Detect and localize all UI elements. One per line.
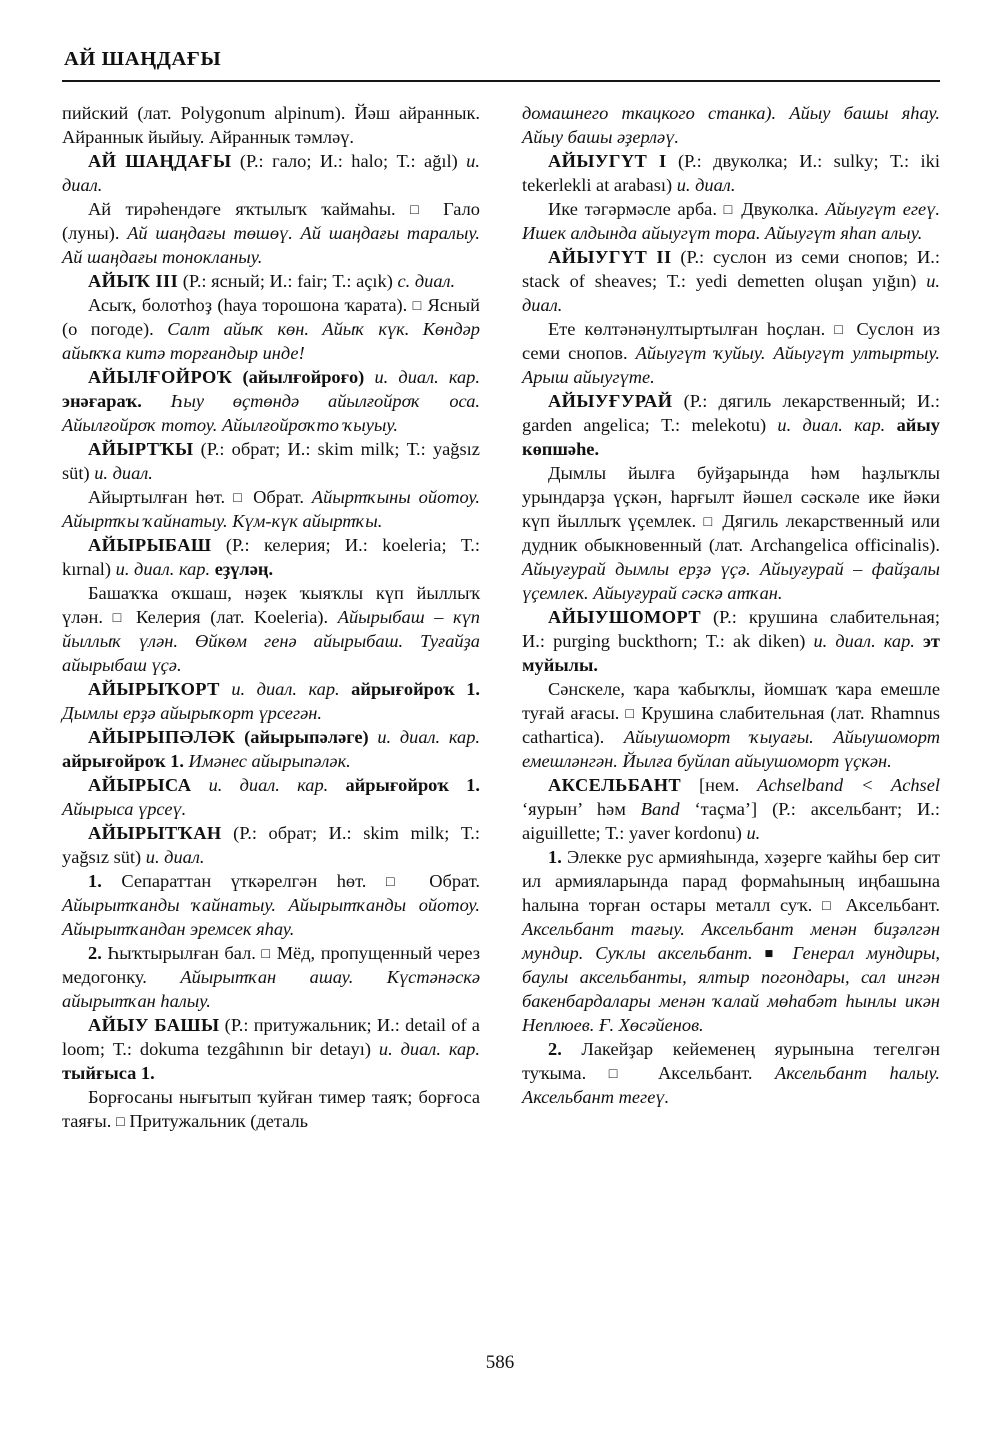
entry-aiyrypalak xyxy=(62,725,480,773)
headword: АЙ ШАҢДАҒЫ xyxy=(88,150,232,171)
pos: и. диал. кар. xyxy=(374,366,480,387)
examples: Салт айыҡ көн. Айыҡ күк. Көндәр айыҡҡа китә торғандыр инде! xyxy=(62,318,480,363)
citation: Генерал мундиры, баулы аксельбанты, ялтыр погондары, сал ингән бакенбардалары менән ҡалай мөһабәт һынлы икән Неплюев. xyxy=(522,943,940,1036)
en-gloss: sulky xyxy=(833,150,874,171)
open-square-icon xyxy=(703,514,715,530)
tr-gloss: yağsız süt xyxy=(62,847,136,868)
entry-aiyrybash: АЙЫРЫБАШ (Р.: келерия; И.: koeleria; Т.: kırnal) и. диал. кар. еҙүләң. xyxy=(62,534,480,579)
entry-aiyugut-i: АЙЫУГҮТ I (Р.: двуколка; И.: sulky; Т.: iki tekerlekli at arabası) и. диал. xyxy=(522,150,940,195)
open-square-icon xyxy=(834,322,847,338)
entry-aiyrtky-body xyxy=(62,485,480,533)
open-square-icon xyxy=(410,202,429,218)
citation-author: Ғ. Хөсәйенов. xyxy=(598,1015,704,1036)
entry-continuation-aiyu-bashy xyxy=(522,101,940,149)
sense-number: 1. xyxy=(548,847,562,868)
definition-ba: Һыҡтырылған бал. xyxy=(107,943,256,964)
ru-label: Р.: xyxy=(719,606,737,627)
tr-label: Т.: xyxy=(332,270,352,291)
pos: и. диал. кар. xyxy=(378,1039,480,1060)
filled-square-icon xyxy=(765,946,781,962)
cross-reference: айрығойроҡ 1. xyxy=(62,750,184,771)
pos: и. диал. xyxy=(62,150,480,195)
tr-label: Т.: xyxy=(890,150,910,171)
sense-number: 1. xyxy=(88,871,102,892)
entry-ailgoiryk xyxy=(62,365,480,437)
entry-aiyushomort: АЙЫУШОМОРТ (Р.: крушина слабительная; И.: purging buckthorn; Т.: ak diken) и. диал. кар. эт муйылы. xyxy=(522,606,940,675)
open-square-icon xyxy=(625,706,635,722)
headword: АЙЫУҒУРАЙ xyxy=(548,390,673,411)
open-square-icon xyxy=(386,874,410,890)
en-label: И.: xyxy=(344,534,368,555)
definition-ru: Мёд, пропущенный через медогонку. xyxy=(62,943,480,988)
en-label: И.: xyxy=(916,390,940,411)
right-column xyxy=(522,101,940,1110)
entry-aiyu-bashy-body xyxy=(62,1085,480,1133)
en-label: И.: xyxy=(376,1015,400,1036)
en-label: И.: xyxy=(269,270,293,291)
tr-gloss: yaver kordonu xyxy=(628,823,736,844)
open-square-icon xyxy=(261,946,271,962)
tr-gloss: kırnal xyxy=(62,558,105,579)
examples: Айыуғурай дымлы ерҙә үҫә. Айыуғурай – файҙалы үҫемлек. Айыуғурай сәскә атҡан. xyxy=(522,558,940,603)
entry-continuation-airannyk xyxy=(62,101,480,149)
open-square-icon xyxy=(413,298,423,314)
entry-akselbant: АКСЕЛЬБАНТ [нем. Achselband < Achsel ‘яурын’ һәм Band ‘таҫма’] (Р.: аксельбант; И.: aiguillette; Т.: yaver kordonu) и. xyxy=(522,774,940,844)
ru-label: Р.: xyxy=(689,390,708,411)
tr-gloss: dokuma tezgâhının bir detayı xyxy=(139,1039,365,1060)
definition-ba: Ай тирәһендәге яҡтылыҡ ҡаймаһы. xyxy=(88,198,396,219)
headword: АЙЫРЫСА xyxy=(88,774,192,795)
headword: АЙЫРТҠЫ xyxy=(88,438,194,459)
examples: Һыу өҫтөндә айылғойроҡ оса. Айылғойроҡ тотоу. Айылғойроҡто ҡыуыу. xyxy=(62,390,480,435)
examples: Аксельбант тағыу. Аксельбант менән биҙәлгән мундир. Суҡлы аксельбант. xyxy=(522,919,940,964)
entry-aiyrysa xyxy=(62,773,480,821)
entry-ai-shandagy: АЙ ШАҢДАҒЫ (Р.: гало; И.: halo; Т.: ağıl) и. диал. xyxy=(62,150,480,195)
en-gloss: skim milk xyxy=(363,823,445,844)
ru-label: Р.: xyxy=(230,1015,249,1036)
etymology-conj: һәм xyxy=(596,799,626,819)
headword: АЙЫУШОМОРТ xyxy=(548,606,702,627)
tr-gloss: yedi demetten oluşan yığın xyxy=(695,270,911,291)
headword: АЙЫРЫПӘЛӘК xyxy=(88,726,236,747)
cross-reference: еҙүләң. xyxy=(214,558,274,579)
header-rule xyxy=(62,80,940,82)
ru-gloss: крушина слабительная xyxy=(748,606,935,627)
pos: и. xyxy=(746,823,761,844)
definition-ba: Ете көлтәнәнултыртылған һоҫлан. xyxy=(548,318,826,339)
pos: и. диал. кар. xyxy=(115,558,211,579)
en-label: И.: xyxy=(287,438,311,459)
tr-label: Т.: xyxy=(705,630,725,651)
tr-gloss: melekotu xyxy=(691,414,760,435)
definition-ru: Гало (луны). xyxy=(62,198,480,243)
entry-aiyk-iii: АЙЫҠ III (Р.: ясный; И.: fair; Т.: açık) с. диал. xyxy=(88,270,456,291)
examples: Айырытҡанды ҡайнатыу. Айырытҡанды ойотоу. Айырытҡандан эремсек яһау. xyxy=(62,895,480,940)
en-label: И.: xyxy=(799,150,823,171)
headword: АЙЫРЫБАШ xyxy=(88,534,212,555)
definition-ba: Сәнскеле, ҡара ҡабыҡлы, йомшаҡ ҡара емешле туғай ағасы. xyxy=(522,678,940,723)
open-square-icon xyxy=(609,1066,636,1082)
pos: и. диал. xyxy=(94,462,153,483)
open-square-icon xyxy=(233,490,245,506)
entry-akselbant-sense-2 xyxy=(522,1037,940,1109)
pos: и. диал. xyxy=(145,847,205,868)
examples: Дымлы ерҙә айырыҡорт үрсегән. xyxy=(62,702,323,723)
definition-ba: Сепараттан үткәрелгән һөт. xyxy=(121,871,367,892)
headword: АЙЫЛҒОЙРОҠ xyxy=(88,366,233,387)
definition-ba: Айыртылған һөт. xyxy=(88,486,226,507)
definition-ru: Суслон из семи снопов. xyxy=(522,318,940,363)
definition-ru: Келерия (лат. Koeleria). xyxy=(136,606,329,627)
headword: АЙЫҠ III xyxy=(88,270,179,291)
ru-gloss: суслон из семи снопов xyxy=(713,246,904,267)
entry-akselbant-sense-1 xyxy=(522,845,940,1037)
inflection: (айырыпәләге) xyxy=(244,726,369,747)
tr-label: Т.: xyxy=(406,438,426,459)
ru-gloss: притужальник xyxy=(253,1015,367,1036)
en-gloss: koeleria xyxy=(382,534,442,555)
examples: Айырытҡан ашау. Күстәнәскә айырытҡан һалыу. xyxy=(62,967,480,1012)
open-square-icon xyxy=(113,610,127,626)
running-head: АЙ ШАҢДАҒЫ xyxy=(64,48,222,70)
pos: и. диал. кар. xyxy=(208,774,329,795)
etymology-source: Achselband < Achsel xyxy=(757,774,940,795)
two-column-body xyxy=(62,101,940,1134)
sense-number: 2. xyxy=(88,943,102,964)
ru-gloss: обрат xyxy=(268,823,312,844)
entry-aiyrytkan-sense-2 xyxy=(62,941,480,1013)
etymology-quote-1: ‘яурын’ xyxy=(522,799,582,819)
definition-ru: Аксельбант. xyxy=(845,895,940,916)
cross-reference: айрығойроҡ 1. xyxy=(351,678,481,699)
definition-ru-partial: Притужальник (деталь xyxy=(129,1111,309,1132)
definition-ru: Аксельбант. xyxy=(657,1063,753,1084)
pos: и. диал. xyxy=(676,174,736,195)
ru-label: Р.: xyxy=(231,534,250,555)
open-square-icon xyxy=(724,202,735,218)
definition-ba: Элекке рус армияһында, хәҙерге ҡайһы бер сит ил армияларында парад формаһының иңбашына һалына торған остары металл суҡ. xyxy=(522,847,940,916)
ru-gloss: дягиль лекарственный xyxy=(718,390,901,411)
en-gloss: halo xyxy=(351,150,383,171)
ru-gloss: аксельбант xyxy=(810,799,897,819)
headword: АЙЫРЫҠОРТ xyxy=(88,678,220,699)
pos: и. диал. xyxy=(522,270,940,315)
left-column xyxy=(62,101,480,1134)
headword: АЙЫРЫТҠАН xyxy=(88,823,222,844)
tr-label: Т.: xyxy=(460,823,480,844)
page-number: 586 xyxy=(485,1352,515,1373)
pos: и. диал. кар. xyxy=(377,726,480,747)
entry-aiyk-iii-body xyxy=(62,293,480,365)
examples: Айыртҡыны ойотоу. Айыртҡы ҡайнатыу. Күм-күк айыртҡы. xyxy=(62,486,480,531)
etymology-open: [нем. xyxy=(699,774,740,795)
en-gloss: fair xyxy=(297,270,323,291)
cross-reference: тыйғыса 1. xyxy=(62,1063,155,1084)
ru-label: Р.: xyxy=(684,150,702,171)
examples: Айыугүт ҡуйыу. Айыугүт ултыртыу. Арыш айыугүте. xyxy=(522,342,940,387)
examples: Айырыса үрсеү. xyxy=(62,799,187,819)
ru-label: Р.: xyxy=(778,799,796,819)
examples: Аксельбант һалыу. Аксельбант тегеү. xyxy=(522,1063,941,1108)
tr-gloss: yağsız süt xyxy=(62,438,480,483)
entry-aiyrytkan-sense-1 xyxy=(62,869,480,941)
continuation-text: домашнего ткацкого станка). Айыу башы яһау. Айыу башы әҙерләү. xyxy=(522,102,940,147)
ru-label: Р.: xyxy=(188,270,207,291)
definition-ba: Асыҡ, болотһоҙ (һауа торошона ҡарата). xyxy=(88,294,408,315)
inflection: (айылғойроғо) xyxy=(242,366,365,387)
tr-label: Т.: xyxy=(396,150,416,171)
cross-reference: эт муйылы. xyxy=(522,630,940,675)
sense-number: 2. xyxy=(548,1039,562,1060)
en-gloss: detail of a loom xyxy=(62,1015,480,1060)
examples: Айыушоморт ҡыуағы. Айыушоморт емешләнгән. Йылға буйлап айыушоморт үҫкән. xyxy=(522,726,940,771)
etymology-quote-2: ‘таҫма’] xyxy=(694,799,758,819)
definition-ba: Башаҡҡа оҡшаш, нәҙек ҡыяҡлы күп йыллыҡ үлән. xyxy=(62,582,480,627)
entry-aiyugurai-body xyxy=(522,461,940,605)
entry-aiyu-bashy: АЙЫУ БАШЫ (Р.: притужальник; И.: detail of a loom; Т.: dokuma tezgâhının bir detayı) и. диал. кар. тыйғыса 1. xyxy=(62,1015,480,1084)
entry-ai-shandagy-body xyxy=(62,197,480,269)
en-gloss: purging buckthorn xyxy=(553,630,693,651)
examples: Айыугүт егеү. Ишек алдында айыугүт тора. Айыугүт яһап алыу. xyxy=(522,198,941,243)
definition-ba: Ике тәгәрмәсле арба. xyxy=(548,198,717,219)
entry-aiyrytkan: АЙЫРЫТҠАН (Р.: обрат; И.: skim milk; Т.: yağsız süt) и. диал. xyxy=(62,823,480,868)
tr-label: Т.: xyxy=(666,270,687,291)
ru-label: Р.: xyxy=(686,246,705,267)
cross-reference: айрығойроҡ 1. xyxy=(345,774,480,795)
tr-label: Т.: xyxy=(460,534,480,555)
tr-gloss: açık xyxy=(356,270,387,291)
en-label: И.: xyxy=(319,150,343,171)
ru-label: Р.: xyxy=(246,150,264,171)
tr-gloss: ağıl xyxy=(424,150,452,171)
tr-label: Т.: xyxy=(661,414,681,435)
definition-ru: Обрат. xyxy=(253,486,304,507)
definition-ru: Обрат. xyxy=(429,871,480,892)
entry-aiyrykort xyxy=(62,677,480,725)
definition-ru: Дягиль лекарственный или дудник обыкновенный (лат. Archangelica officinalis). xyxy=(522,510,940,555)
pos: и. диал. кар. xyxy=(231,678,340,699)
en-label: И.: xyxy=(916,799,940,819)
headword: АКСЕЛЬБАНТ xyxy=(548,774,682,795)
tr-label: Т.: xyxy=(112,1039,132,1060)
ru-label: Р.: xyxy=(239,823,257,844)
open-square-icon xyxy=(116,1114,125,1130)
definition-ba: Дымлы йылға буйҙарында һәм һаҙлыҡлы урындарҙа үҫкән, һарғылт йәшел сәскәле ике йәки күп йыллыҡ үҫемлек. xyxy=(522,462,940,531)
entry-aiyrybash-body xyxy=(62,581,480,677)
cross-reference: айыу көпшәһе. xyxy=(522,414,940,459)
ru-gloss: двуколка xyxy=(713,150,783,171)
en-label: И.: xyxy=(917,246,940,267)
tr-gloss: iki tekerlekli at arabası xyxy=(522,150,940,195)
en-gloss: aiguillette xyxy=(522,823,596,844)
definition-ba: Борғосаны нығытып ҡуйған тимер таяҡ; борғоса таяғы. xyxy=(62,1087,480,1132)
ru-label: Р.: xyxy=(206,438,225,459)
definition-ba: Лакейҙар кейеменең яурынына тегелгән туҡыма. xyxy=(522,1039,940,1084)
pos: и. диал. кар. xyxy=(813,630,915,651)
examples: Айырыбаш – күп йыллыҡ үлән. Өйкөм генә айырыбаш. Туғайҙа айырыбаш үҫә. xyxy=(62,606,480,675)
entry-aiyushomort-body xyxy=(522,677,940,773)
definition-ru: Крушина слабительная (лат. Rhamnus cathartica). xyxy=(522,702,940,747)
entry-aiyugut-ii-body xyxy=(522,317,940,389)
ru-gloss: ясный xyxy=(211,270,260,291)
headword: АЙЫУ БАШЫ xyxy=(88,1015,220,1036)
tr-gloss: ak diken xyxy=(732,630,800,651)
examples: Ай шаңдағы төшөү. Ай шаңдағы таралыу. Ай шаңдағы тонокланыу. xyxy=(62,222,480,267)
etymology-source-2: Band xyxy=(640,799,680,819)
cross-reference: энәғараҡ. xyxy=(62,390,142,411)
headword: АЙЫУГҮТ I xyxy=(548,150,667,171)
ru-gloss: обрат xyxy=(231,438,276,459)
entry-aiyrtky: АЙЫРТҠЫ (Р.: обрат; И.: skim milk; Т.: yağsız süt) и. диал. xyxy=(62,438,480,483)
en-gloss: garden angelica xyxy=(522,414,645,435)
ru-gloss: гало xyxy=(272,150,307,171)
pos: и. диал. кар. xyxy=(777,414,886,435)
entry-aiyugurai: АЙЫУҒУРАЙ (Р.: дягиль лекарственный; И.: garden angelica; Т.: melekotu) и. диал. кар. айыу көпшәһе. xyxy=(522,390,940,459)
definition-ru: Двуколка. xyxy=(741,198,819,219)
pos: с. диал. xyxy=(397,270,456,291)
ru-gloss: келерия xyxy=(263,534,326,555)
en-label: И.: xyxy=(328,823,352,844)
entry-aiyugut-ii: АЙЫУГҮТ II (Р.: суслон из семи снопов; И.: stack of sheaves; Т.: yedi demetten oluşan yığın) и. диал. xyxy=(522,246,940,315)
continuation-text: пийский (лат. Polygonum alpinum). Йәш айраннык. Айраннык йыйыу. Айраннык тәмләү. xyxy=(62,102,480,147)
headword: АЙЫУГҮТ II xyxy=(548,246,672,267)
tr-label: Т.: xyxy=(605,823,625,844)
en-label: И.: xyxy=(522,630,545,651)
en-gloss: stack of sheaves xyxy=(522,270,652,291)
entry-aiyugut-i-body xyxy=(522,197,940,245)
en-gloss: skim milk xyxy=(317,438,395,459)
open-square-icon xyxy=(822,898,836,914)
definition-ru: Ясный (о погоде). xyxy=(62,294,480,339)
examples: Имәнес айырыпәләк. xyxy=(188,750,351,771)
